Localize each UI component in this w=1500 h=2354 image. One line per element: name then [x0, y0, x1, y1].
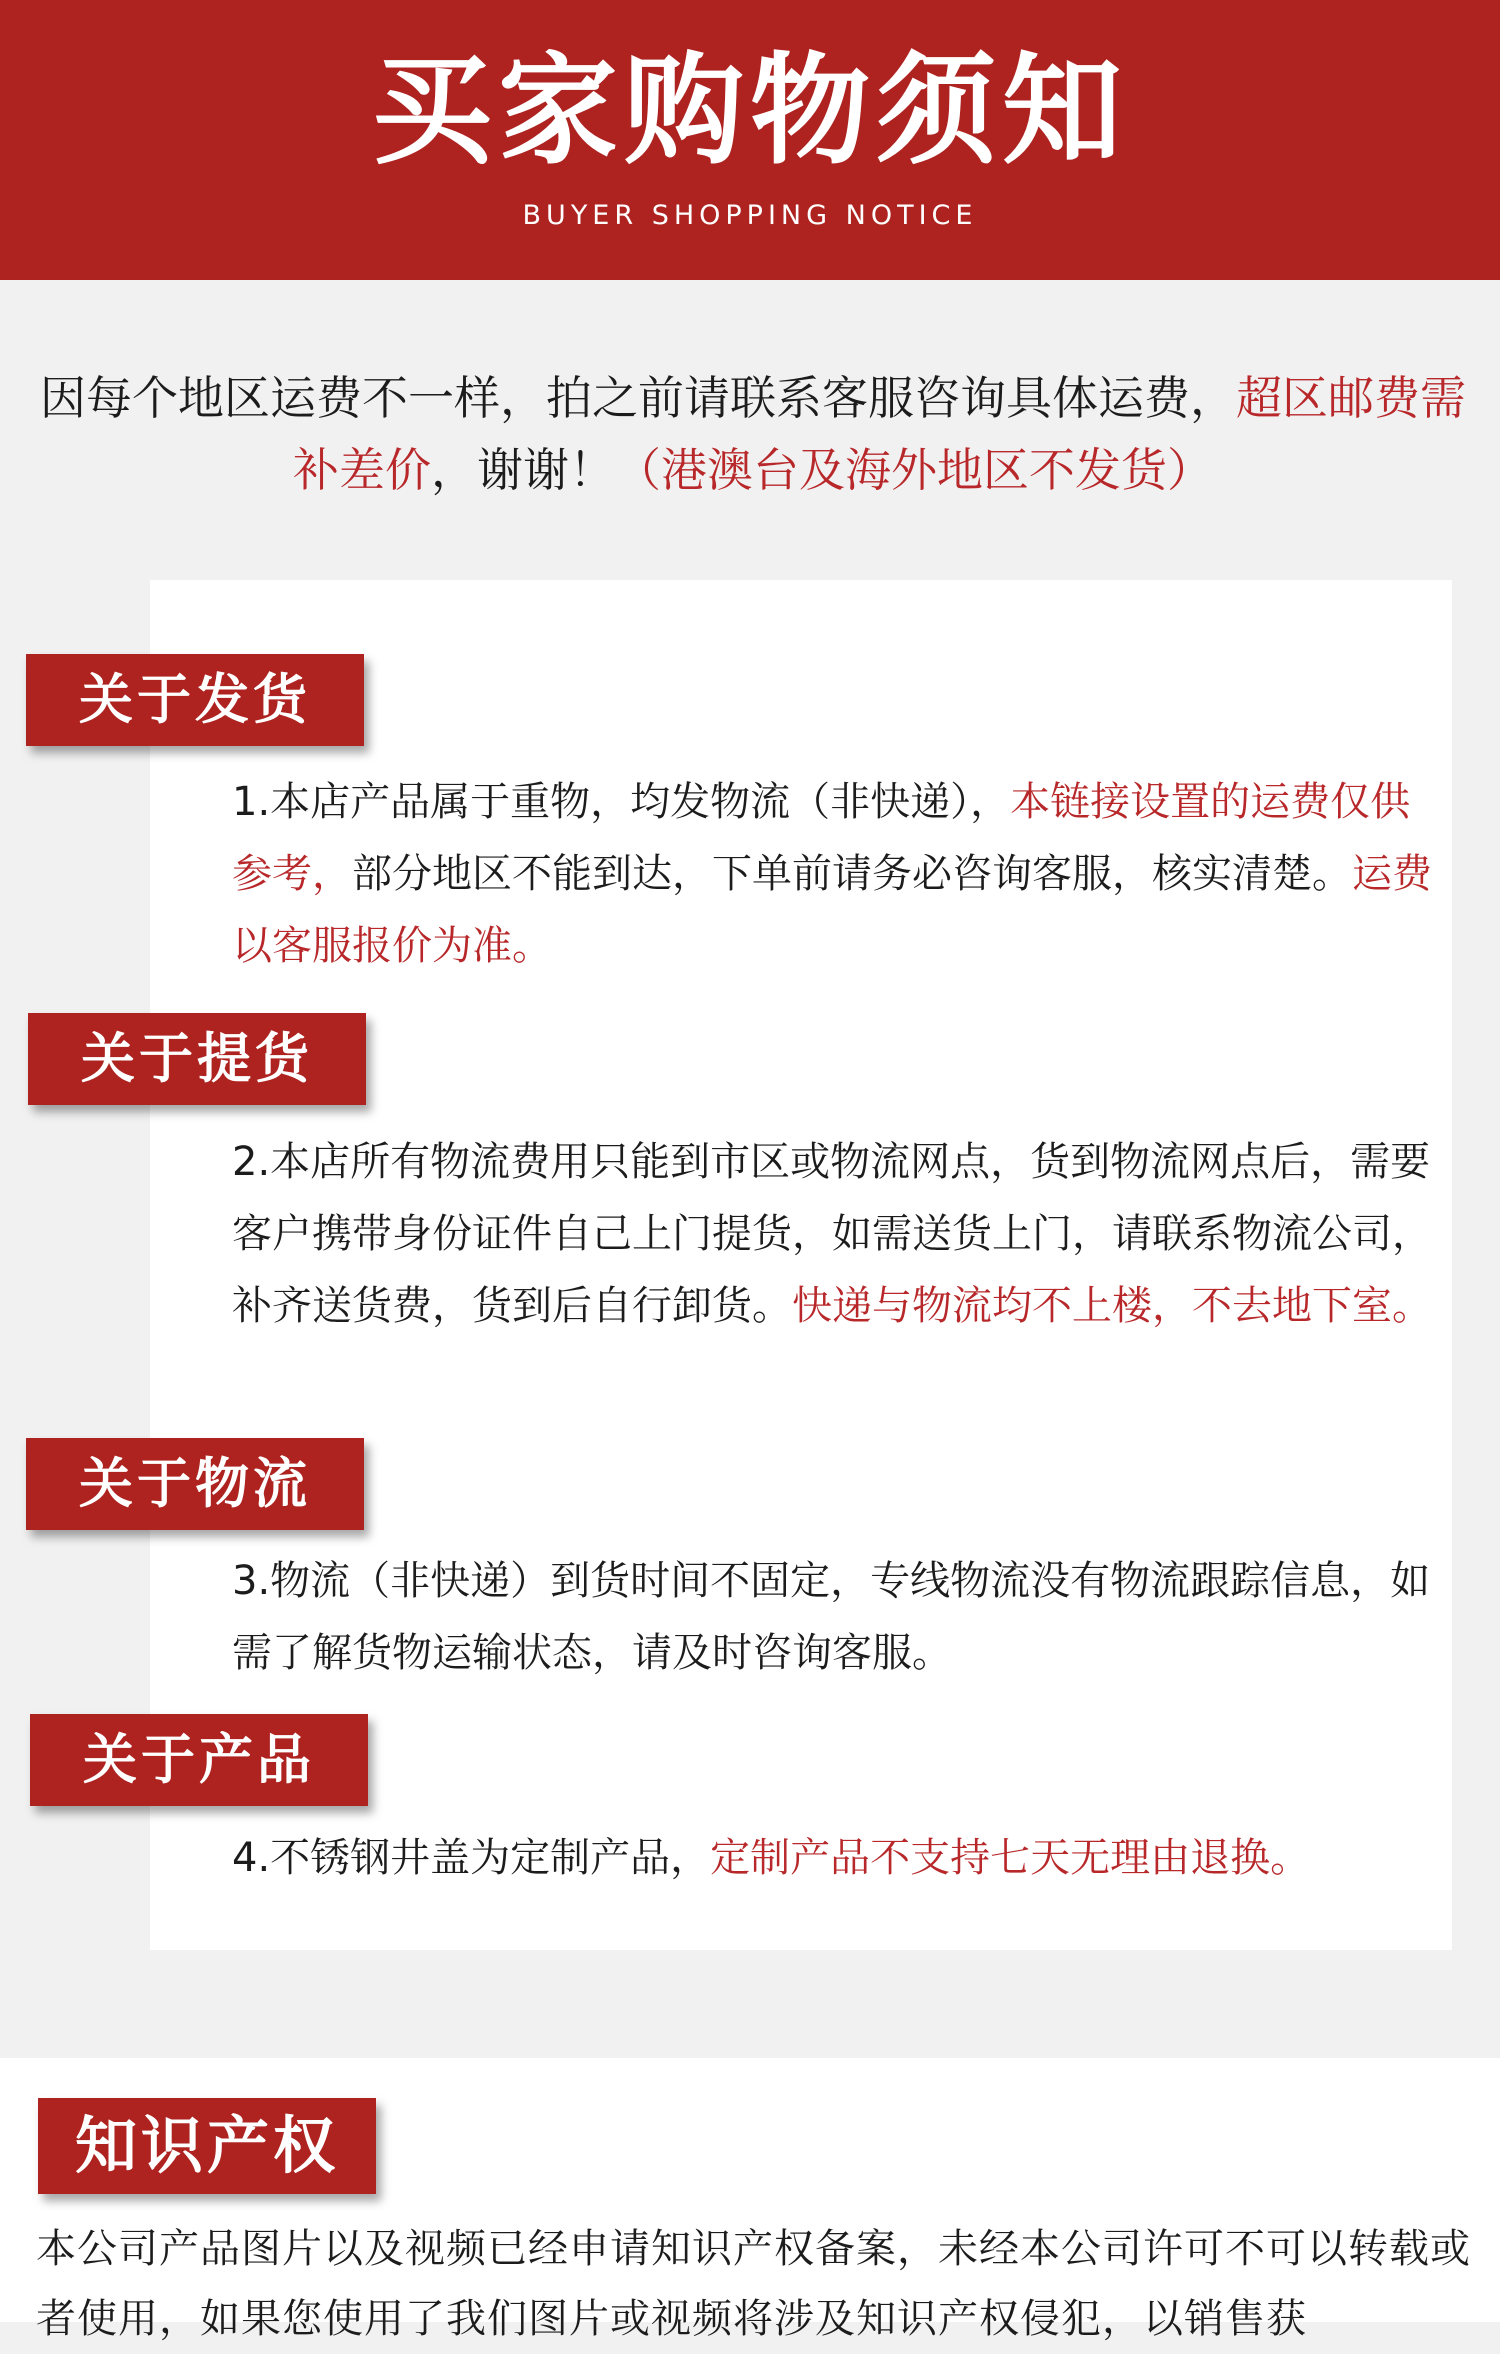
- intro-highlight: 超区邮费需补差价: [293, 371, 1466, 497]
- pickup-highlight-1: 快递与物流均不上楼，不去地下室。: [792, 1283, 1432, 1329]
- page-subtitle: BUYER SHOPPING NOTICE: [522, 200, 978, 231]
- section-text-shipping: [232, 766, 1450, 982]
- section-tag-ip: 知识产权: [38, 2098, 376, 2194]
- page-header: [0, 0, 1500, 280]
- page-title: 买家购物须知: [372, 42, 1128, 181]
- intro-region-note: （港澳台及海外地区不发货）: [615, 443, 1213, 497]
- section-text-product: [232, 1822, 1450, 1894]
- section-text-pickup: [232, 1126, 1450, 1342]
- section-text-logistics: [232, 1545, 1450, 1689]
- section-tag-logistics: 关于物流: [26, 1438, 364, 1530]
- shipping-text-1: 1.本店产品属于重物，均发物流（非快递），: [232, 779, 1011, 825]
- intro-thanks: ，谢谢！: [431, 443, 615, 497]
- section-tag-shipping: 关于发货: [26, 654, 364, 746]
- intro-text: 因每个地区运费不一样，拍之前请联系客服咨询具体运费，: [40, 371, 1236, 425]
- pickup-text-1: 2.本店所有物流费用只能到市区或物流网点，货到物流网点后，需要客户携带身份证件自己上门提货，如需送货上门，请联系物流公司，补齐送货费，货到后自行卸货。: [232, 1139, 1432, 1329]
- product-text-1: 4.不锈钢井盖为定制产品，: [232, 1835, 711, 1881]
- section-tag-product: 关于产品: [30, 1714, 368, 1806]
- shipping-highlight-2: 运费以客服报价为准。: [232, 851, 1432, 969]
- shipping-text-2: 部分地区不能到达，下单前请务必咨询客服，核实清楚。: [352, 851, 1352, 897]
- ip-text: 本公司产品图片以及视频已经申请知识产权备案，未经本公司许可不可以转载或者使用，如果您使用了我们图片或视频将涉及知识产权侵犯，以销售获: [36, 2226, 1471, 2342]
- shipping-intro: [28, 362, 1478, 506]
- product-highlight-1: 定制产品不支持七天无理由退换。: [710, 1835, 1311, 1881]
- logistics-text-1: 3.物流（非快递）到货时间不固定，专线物流没有物流跟踪信息，如需了解货物运输状态，请及时咨询客服。: [232, 1558, 1431, 1676]
- section-tag-pickup: 关于提货: [28, 1013, 366, 1105]
- shipping-highlight-1: 本链接设置的运费仅供参考，: [232, 779, 1411, 897]
